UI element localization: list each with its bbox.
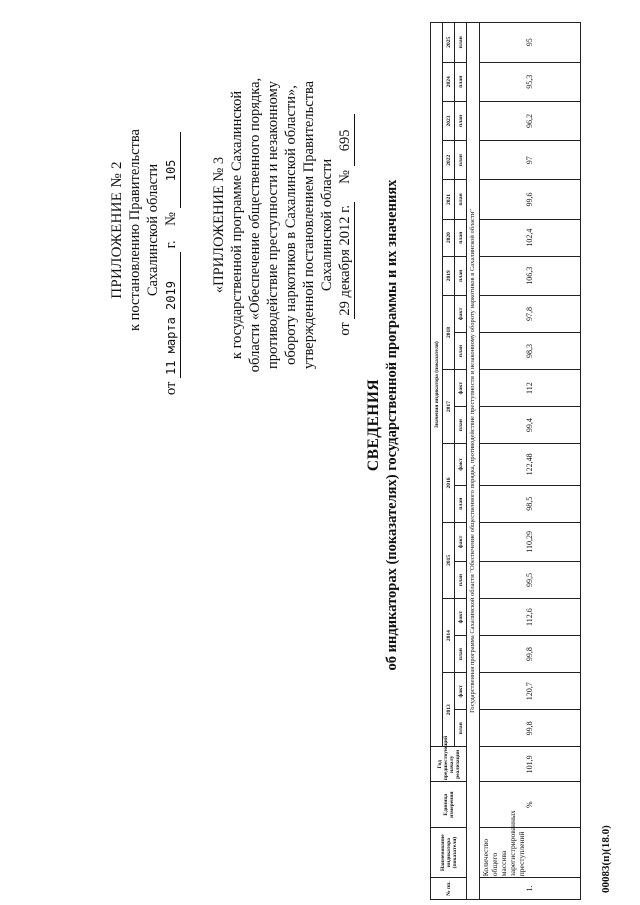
appendix-signature-line: [162, 65, 181, 395]
cell-value: 97,8: [480, 295, 581, 332]
year-header: 2013: [443, 673, 455, 747]
col-header-name: Наименование индикатора (показателя): [431, 828, 467, 878]
cell-value: 106,3: [480, 256, 581, 295]
from-label: от: [163, 381, 179, 395]
document-code: 00083(п)(18.0): [600, 825, 612, 893]
prev-appendix-date: 29 декабря 2012 г.: [336, 202, 355, 319]
fact-header: факт: [455, 295, 467, 332]
prev-appendix-number: 695: [336, 114, 355, 166]
year-suffix: г.: [163, 240, 179, 249]
col-header-values: Значения индикатора (показателя): [431, 23, 443, 747]
appendix-title: ПРИЛОЖЕНИЕ № 2: [109, 161, 125, 299]
year-header: 2022: [443, 141, 455, 180]
cell-value: 112,6: [480, 599, 581, 636]
col-header-num: № пп.: [431, 878, 467, 900]
appendix-line-2: Сахалинской области: [145, 163, 161, 297]
cell-value: 95: [480, 23, 581, 63]
plan-header: план: [455, 332, 467, 369]
prev-appendix-line: к государственной программе Сахалинской: [229, 90, 245, 360]
cell-value: 110,29: [480, 522, 581, 561]
fact-header: факт: [455, 370, 467, 407]
plan-header: план: [455, 101, 467, 140]
cell-value: 97: [480, 141, 581, 180]
fact-header: факт: [455, 522, 467, 561]
cell-value: 98,3: [480, 332, 581, 369]
year-header: 2020: [443, 219, 455, 256]
plan-header: план: [455, 180, 467, 219]
year-header: 2015: [443, 522, 455, 598]
year-header: 2023: [443, 101, 455, 140]
year-header: 2021: [443, 180, 455, 219]
row-base: 101,9: [480, 747, 581, 782]
cell-value: 95,3: [480, 62, 581, 101]
heading-title: СВЕДЕНИЯ: [365, 378, 382, 472]
row-name: Количество общего массива зарегистрированных преступлений: [480, 828, 581, 878]
cell-value: 122,48: [480, 444, 581, 485]
appendix-number: 105: [162, 132, 181, 208]
plan-header: план: [455, 636, 467, 673]
year-header: 2024: [443, 62, 455, 101]
year-header: 2017: [443, 370, 455, 444]
plan-header: план: [455, 62, 467, 101]
col-header-base: Год предшествующий началу реализации: [431, 747, 467, 782]
cell-value: 120,7: [480, 673, 581, 710]
year-header: 2018: [443, 295, 455, 369]
plan-header: план: [455, 561, 467, 598]
col-header-unit: Единица измерения: [431, 782, 467, 828]
cell-value: 99,5: [480, 561, 581, 598]
row-unit: %: [480, 782, 581, 828]
year-header: 2019: [443, 256, 455, 295]
previous-appendix-block: [210, 45, 355, 405]
prev-appendix-line: обороту наркотиков в Сахалинской области»,: [283, 85, 299, 365]
prev-appendix-line: области «Обеспечение общественного порядка,: [247, 77, 263, 373]
plan-header: план: [455, 256, 467, 295]
indicators-table: [430, 22, 581, 900]
document-heading: [365, 45, 401, 805]
prev-appendix-line: Сахалинской области: [319, 158, 335, 292]
program-row: Государственная программа Сахалинской области "Обеспечение общественного порядка, противодействие преступности и незаконному обороту наркотиков в Сахалинской области": [467, 23, 480, 900]
year-header: 2014: [443, 599, 455, 673]
plan-header: план: [455, 141, 467, 180]
cell-value: 99,8: [480, 710, 581, 747]
prev-appendix-title: «ПРИЛОЖЕНИЕ № 3: [211, 156, 227, 294]
prev-appendix-line: утвержденной постановлением Правительства: [301, 80, 317, 370]
fact-header: факт: [455, 673, 467, 710]
cell-value: 112: [480, 370, 581, 407]
row-num: 1.: [480, 878, 581, 900]
plan-header: план: [455, 23, 467, 63]
number-label: №: [337, 169, 353, 184]
plan-header: план: [455, 407, 467, 444]
cell-value: 96,2: [480, 101, 581, 140]
heading-subtitle: об индикаторах (показателях) государственной программы и их значениях: [384, 179, 400, 671]
prev-appendix-signature-line: [336, 45, 355, 405]
plan-header: план: [455, 219, 467, 256]
from-label: от: [337, 322, 353, 336]
table-row: [480, 23, 581, 900]
year-header: 2016: [443, 444, 455, 523]
number-label: №: [163, 212, 179, 226]
cell-value: 99,4: [480, 407, 581, 444]
fact-header: факт: [455, 444, 467, 485]
cell-value: 102,4: [480, 219, 581, 256]
appendix-line-1: к постановлению Правительства: [127, 129, 143, 331]
cell-value: 99,6: [480, 180, 581, 219]
appendix-date: 11 марта 2019: [162, 252, 181, 378]
prev-appendix-line: противодействие преступности и незаконному: [265, 80, 281, 370]
cell-value: 98,5: [480, 485, 581, 522]
cell-value: 99,8: [480, 636, 581, 673]
appendix-block: [108, 65, 181, 395]
fact-header: факт: [455, 599, 467, 636]
plan-header: план: [455, 485, 467, 522]
plan-header: план: [455, 710, 467, 747]
year-header: 2025: [443, 23, 455, 63]
